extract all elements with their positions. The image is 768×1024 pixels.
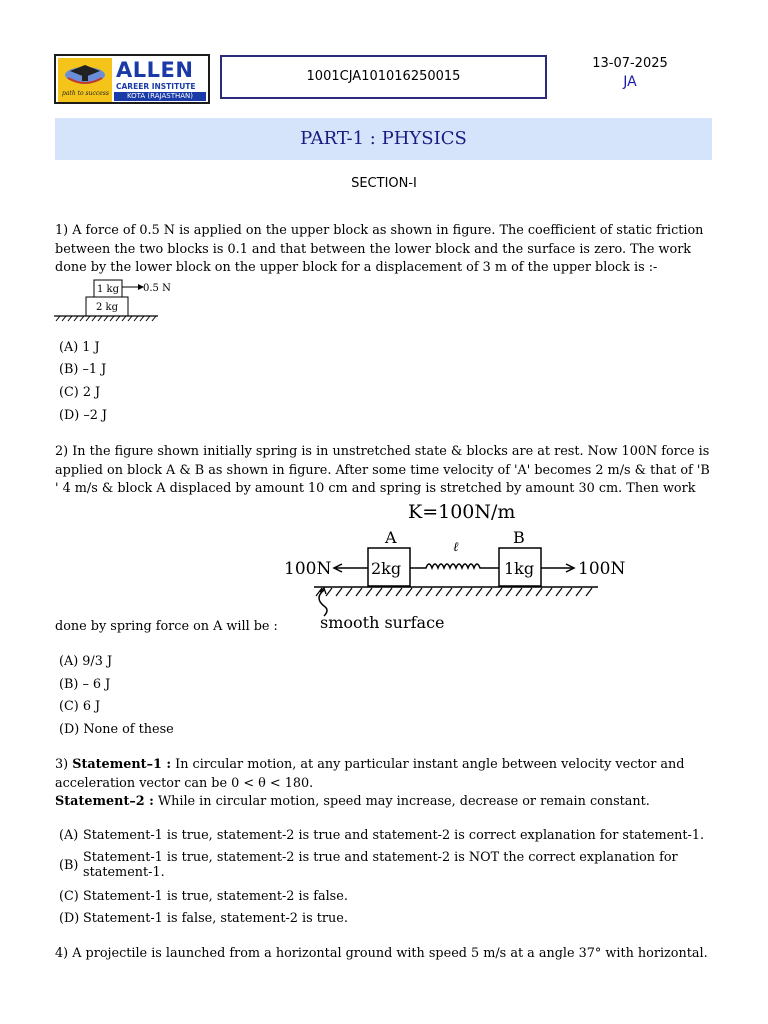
allen-logo [54,54,210,104]
block-b-mass: 1kg [504,559,535,578]
figure-lower-block-label: 2 kg [96,302,119,313]
logo-city: KOTA (RAJASTHAN) [114,92,206,101]
figure-force-label: 0.5 N [143,283,171,294]
logo-emblem [58,58,112,102]
right-force-label: 100N [578,559,626,579]
question-1-text: 1) A force of 0.5 N is applied on the upper block as shown in figure. The coefficient of static friction between the two blocks is 0.1 and that between the lower block and the surface is zero. The work done by the lower block on the upper block for a displacement of 3 m of the upper block is :- [55,223,704,275]
question-2-text-end: done by spring force on A will be : [55,619,278,634]
spring-constant-label: K=100N/m [408,501,516,523]
length-label: ℓ [453,540,459,555]
q2-option-a[interactable]: (A) 9/3 J [59,654,113,669]
question-1-figure [54,278,184,326]
question-4-text: 4) A projectile is launched from a horizontal ground with speed 5 m/s at a angle 37° with horizontal. [55,946,708,961]
surface-label: smooth surface [320,613,445,632]
question-2-figure [280,496,640,636]
part-title: PART-1 : PHYSICS [55,118,712,160]
question-3-text: 3) Statement–1 : In circular motion, at any particular instant angle between velocity vector and acceleration vector can be 0 < θ < 180. Statement–2 : While in circular motion, speed may increase, decrease or remain constant. [55,757,685,809]
block-a-label: A [385,528,397,547]
q1-option-b[interactable]: (B) –1 J [59,362,107,377]
paper-code: 1001CJA101016250015 [220,55,547,99]
logo-tagline: path to success [62,90,109,97]
q1-option-c[interactable]: (C) 2 J [59,385,101,400]
q2-option-c[interactable]: (C) 6 J [59,699,101,714]
paper-date: 13-07-2025 [592,56,668,71]
figure-upper-block-label: 1 kg [97,284,120,295]
q3-option-a[interactable]: (A) Statement-1 is true, statement-2 is true and statement-2 is correct explanation for statement-1. [59,828,705,843]
block-b-label: B [513,528,525,547]
logo-brand: ALLEN [116,58,194,82]
statement-2-label: Statement–2 : [55,794,154,809]
q3-option-b[interactable]: (B) Statement-1 is true, statement-2 is true and statement-2 is NOT the correct explanation for statement-1. [59,850,678,880]
logo-institute: CAREER INSTITUTE [116,82,196,91]
q2-option-d[interactable]: (D) None of these [59,722,174,737]
left-force-label: 100N [284,559,332,579]
spring-icon [410,564,499,568]
q2-option-b[interactable]: (B) – 6 J [59,677,111,692]
question-2-text: 2) In the figure shown initially spring is in unstretched state & blocks are at rest. Now 100N force is applied on block A & B as shown in figure. After some time velocity of 'A' becomes 2 m/s & that of 'B ' 4 m/s & block A displaced by amount 10 cm and spring is stretched by amount 30 cm. Then work [55,444,710,496]
q3-option-d[interactable]: (D) Statement-1 is false, statement-2 is true. [59,911,348,926]
statement-1-label: Statement–1 : [72,757,172,772]
q1-option-d[interactable]: (D) –2 J [59,408,108,423]
q3-option-c[interactable]: (C) Statement-1 is true, statement-2 is false. [59,889,348,904]
section-title: SECTION-I [351,176,417,191]
block-a-mass: 2kg [371,559,402,578]
paper-language: JA [623,74,637,90]
q1-option-a[interactable]: (A) 1 J [59,340,100,355]
